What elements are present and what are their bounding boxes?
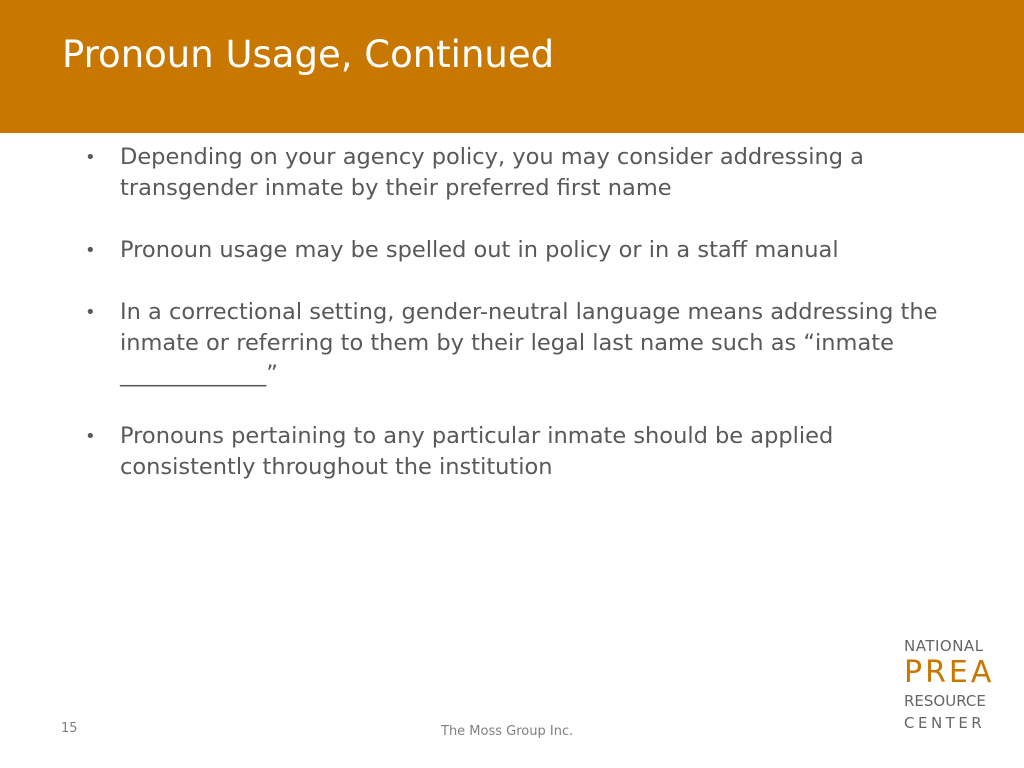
bullet-text: In a correctional setting, gender-neutral language means addressing the inmate or referring to them by their legal last name such as “inmate _____________” <box>120 299 938 387</box>
bullet-text: Pronoun usage may be spelled out in policy or in a staff manual <box>120 237 839 263</box>
footer-text: The Moss Group Inc. <box>441 724 574 739</box>
bullet-marker: • <box>85 240 96 261</box>
bullet-marker: • <box>85 426 96 447</box>
bullet-marker: • <box>85 302 96 323</box>
bullet-item <box>85 142 965 204</box>
bullet-item <box>85 235 965 266</box>
logo-line-prea: PREA <box>904 655 995 690</box>
slide-title: Pronoun Usage, Continued <box>62 33 555 76</box>
title-bar <box>0 0 1024 133</box>
prea-logo <box>904 636 1004 733</box>
bullet-item <box>85 421 965 483</box>
page-number: 15 <box>61 721 78 736</box>
bullet-text: Pronouns pertaining to any particular inmate should be applied consistently throughout the institution <box>120 423 834 480</box>
logo-line-national: NATIONAL <box>904 637 984 655</box>
logo-line-resource: RESOURCE <box>904 692 986 710</box>
logo-line-center: CENTER <box>904 714 986 732</box>
bullet-list <box>85 142 965 514</box>
bullet-marker: • <box>85 147 96 168</box>
bullet-item <box>85 297 965 390</box>
bullet-text: Depending on your agency policy, you may consider addressing a transgender inmate by their preferred first name <box>120 144 864 201</box>
